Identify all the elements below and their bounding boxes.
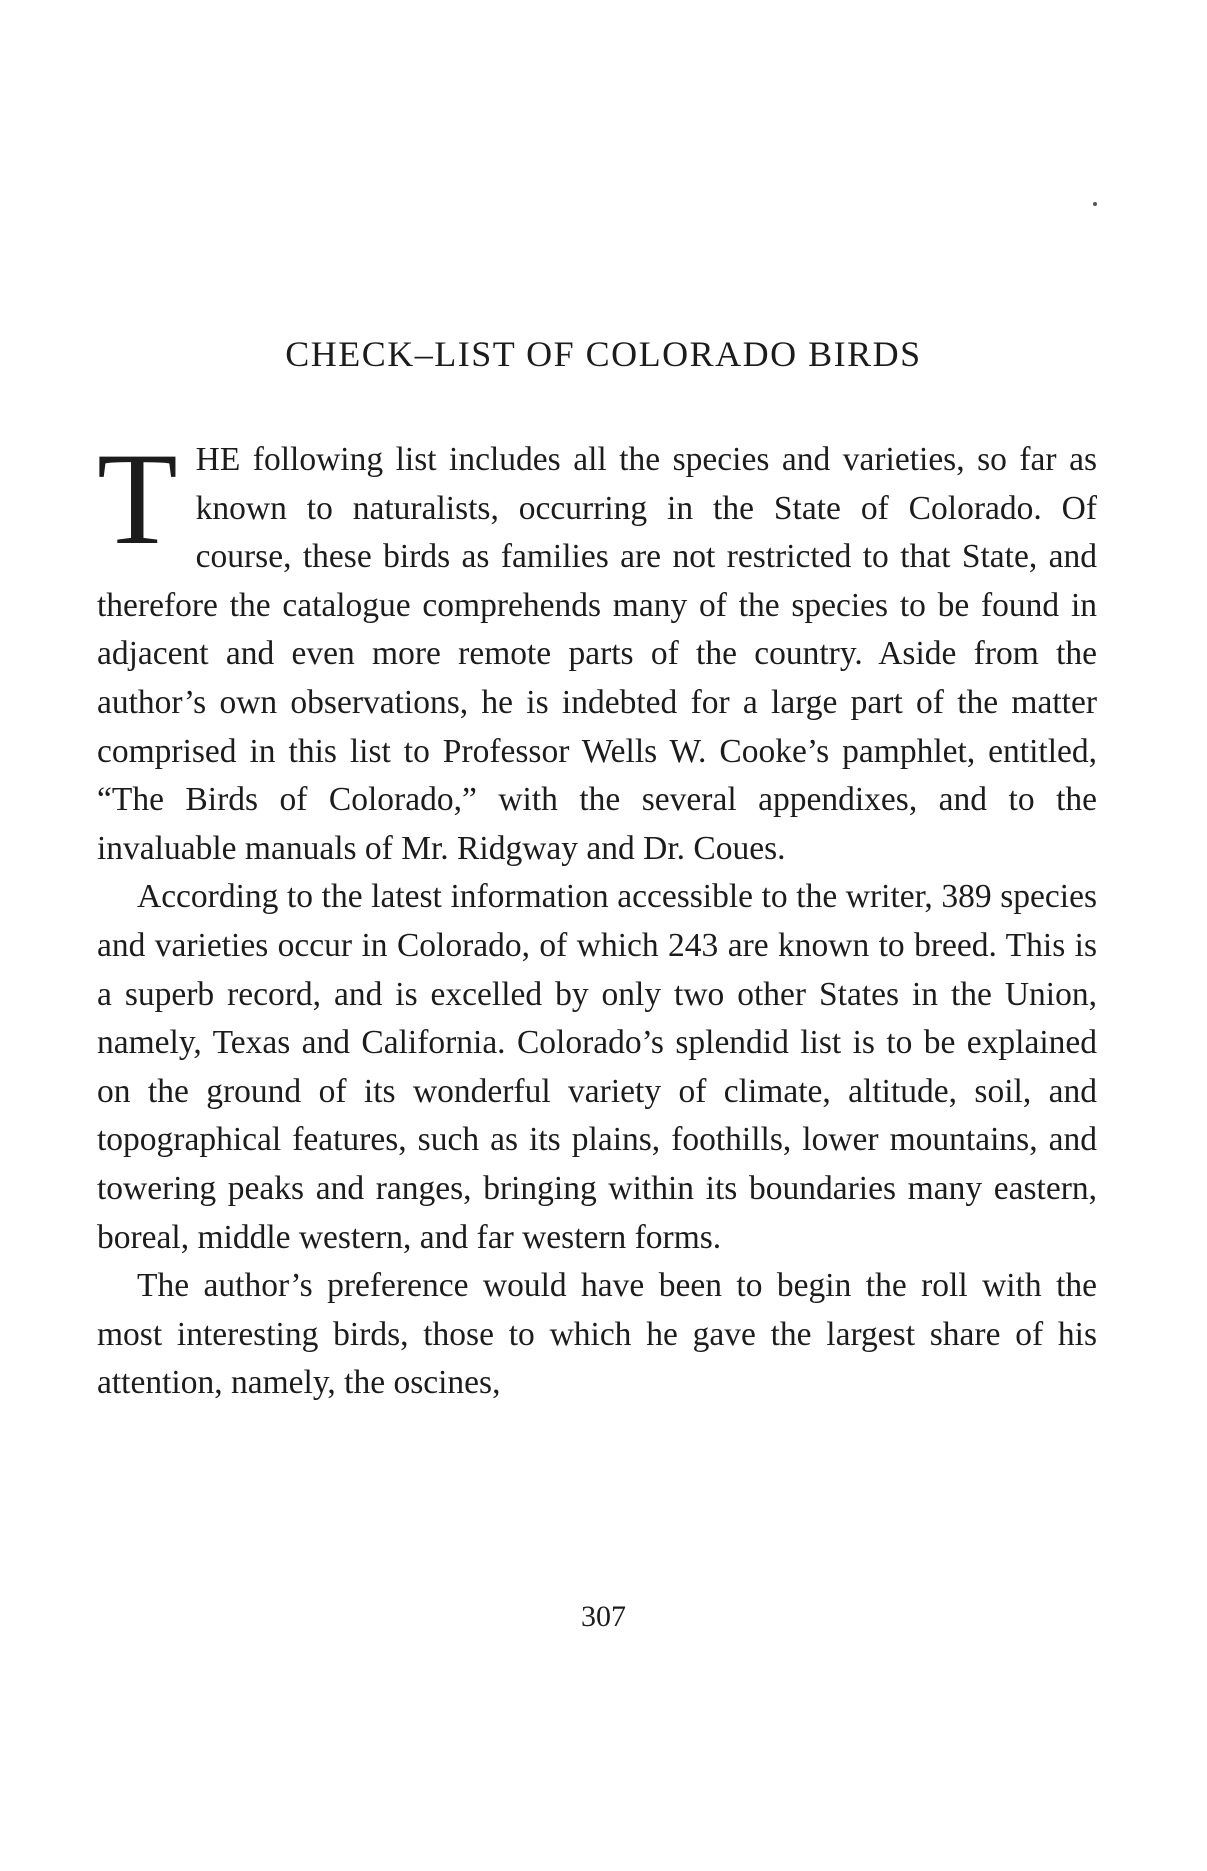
page-title: CHECK–LIST OF COLORADO BIRDS xyxy=(285,334,922,374)
paragraph-3: The author’s preference would have been to begin the roll with the most interesting birds, those to which he gave the largest share of his attention, namely, the oscines, xyxy=(97,1267,1097,1402)
paragraph-2: According to the latest information accessible to the writer, 389 species and varieties occur in Colorado, of which 243 are known to breed. This is a superb record, and is excelled by only two other States in the Union, namely, Texas and California. Colorado’s splendid list is to be explained on the ground of its wonderful variety of climate, altitude, soil, and topographical features, such as its plains, foothills, lower mountains, and towering peaks and ranges, bringing within its boundaries many eastern, boreal, middle western, and far western forms. xyxy=(97,878,1097,1256)
drop-cap: T xyxy=(97,425,178,572)
body-text xyxy=(97,425,1097,1408)
page-number: 307 xyxy=(581,1600,626,1633)
paragraph-1 xyxy=(97,425,1097,873)
paragraph-1-text: HE following list includes all the species and varieties, so far as known to naturalists, occurring in the State of Colorado. Of course, these birds as families are not restricted to that State, and therefore the catalogue comprehends many of the species to be found in adjacent and even more remote parts of the country. Aside from the author’s own observations, he is indebted for a large part of the matter comprised in this list to Professor Wells W. Cooke’s pamphlet, entitled, “The Birds of Colorado,” with the several appendixes, and to the invaluable manuals of Mr. Ridgway and Dr. Coues. xyxy=(97,441,1097,867)
scan-speck xyxy=(1093,202,1097,206)
